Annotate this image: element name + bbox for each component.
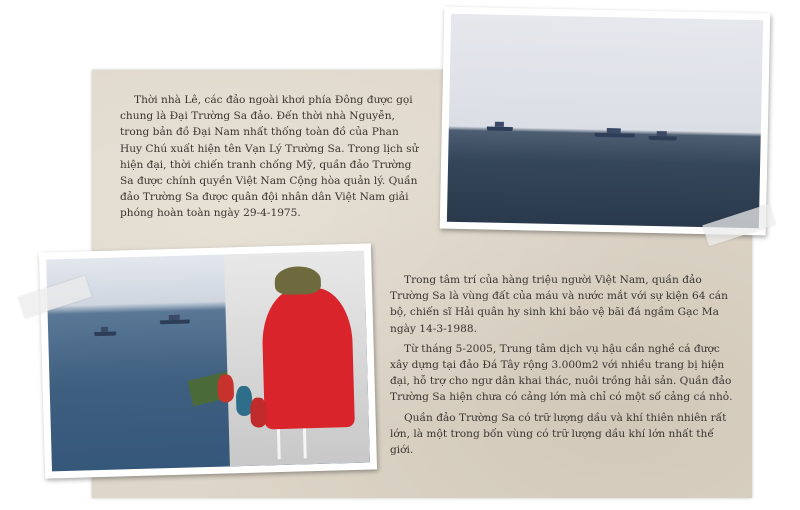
- boat-icon: [595, 133, 635, 138]
- boat-icon: [649, 136, 677, 141]
- boat-icon: [160, 319, 190, 324]
- deck-image: [46, 251, 370, 472]
- paragraph-history: Thời nhà Lê, các đảo ngoài khơi phía Đông được gọi chung là Đại Trường Sa đảo. Đến thời nhà Nguyễn, trong bản đồ Đại Nam nhất thống toàn đồ của Phan Huy Chú xuất hiện tên Vạn Lý Trường Sa. Trong lịch sử hiện đại, thời chiến tranh chống Mỹ, quần đảo Trường Sa được chính quyền Việt Nam Cộng hòa quản lý. Quần đảo Trường Sa được quân đội nhân dân Việt Nam giải phóng hoàn toàn ngày 29-4-1975.: [120, 94, 419, 220]
- text-block-top: [120, 92, 420, 226]
- sea-image: [447, 14, 763, 228]
- photo-ship-deck: [39, 243, 377, 478]
- photo-fishing-boats: [440, 7, 771, 236]
- person-shape: [217, 374, 234, 402]
- paragraph-logistics: Từ tháng 5-2005, Trung tâm dịch vụ hậu cần nghề cá được xây dựng tại đảo Đá Tây rộng 3.000m2 với nhiều trang bị hiện đại, hỗ trợ cho ngư dân khai thác, nuôi trồng hải sản. Quần đảo Trường Sa hiện chưa có cảng lớn mà chỉ có một số cảng cá nhỏ.: [390, 342, 733, 404]
- boat-icon: [487, 127, 513, 132]
- paragraph-memory: Trong tâm trí của hàng triệu người Việt Nam, quần đảo Trường Sa là vùng đất của máu và nước mắt với sự kiện 64 cán bộ, chiến sĩ Hải quân hy sinh khi bảo vệ bãi đá ngầm Gạc Ma ngày 14-3-1988.: [390, 274, 728, 335]
- person-shape: [250, 397, 267, 427]
- person-red-shirt: [261, 287, 355, 429]
- hat-shape: [274, 266, 321, 295]
- text-block-right: [390, 272, 735, 462]
- boat-icon: [94, 332, 116, 337]
- paragraph-resources: Quần đảo Trường Sa có trữ lượng dầu và khí thiên nhiên rất lớn, là một trong bốn vùng có trữ lượng dầu khí lớn nhất thế giới.: [390, 411, 727, 457]
